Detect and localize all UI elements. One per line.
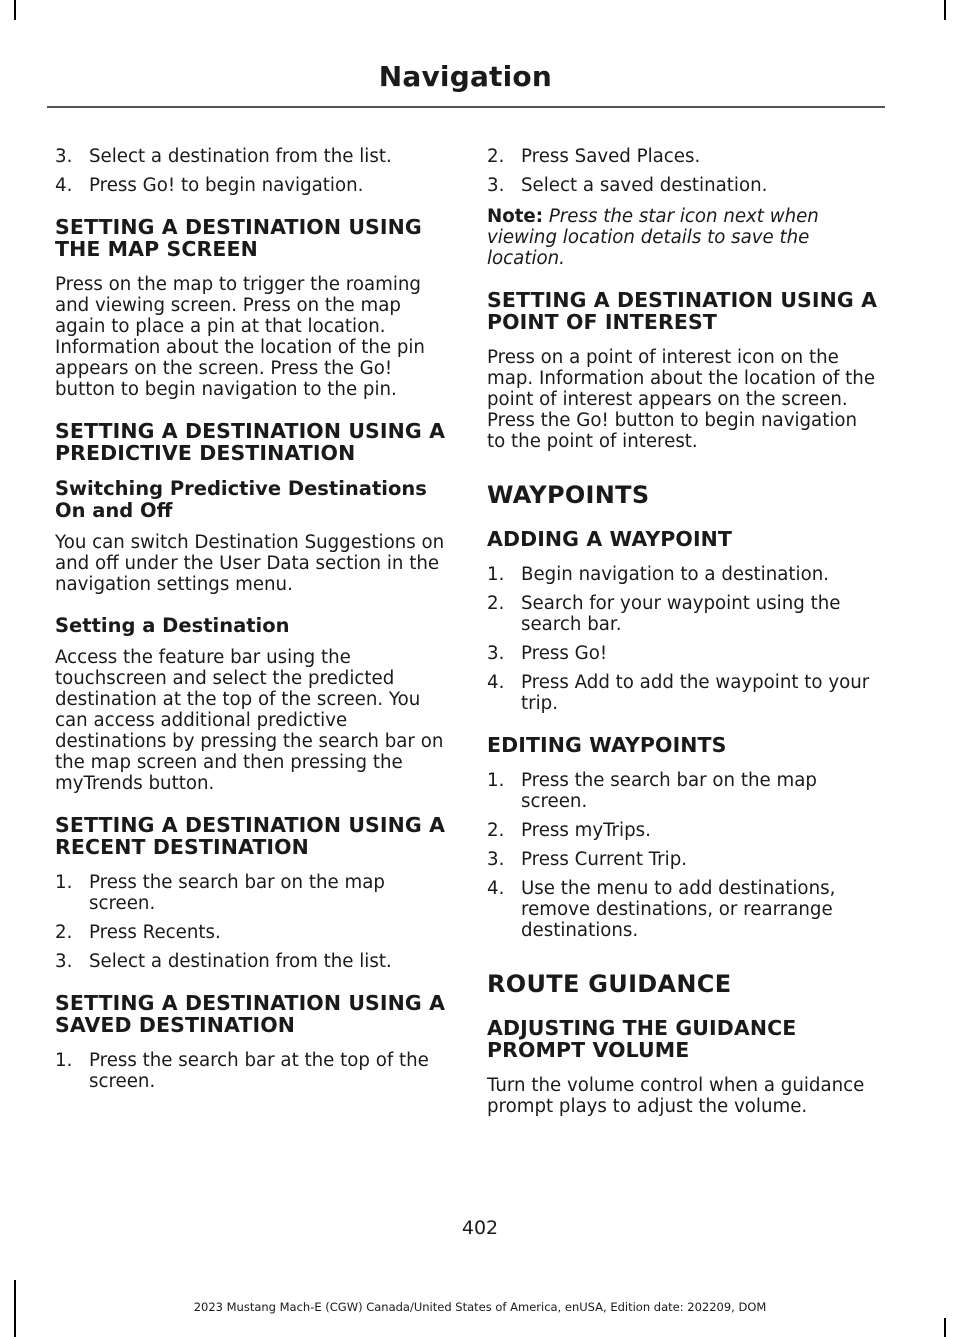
list-item: 2. Press Recents. — [55, 922, 221, 943]
setting-destination-text: Access the feature bar using the touchscreen and select the predicted destination at the top of the screen. You can access additional predictive destinations by pressing the search bar on the map screen and then pressing the myTrends button. — [55, 647, 444, 794]
note-label: Note: — [487, 206, 544, 227]
saved-steps-continued-list — [487, 146, 879, 196]
switching-text: You can switch Destination Suggestions on and off under the User Data section in the navigation settings menu. — [55, 532, 445, 595]
crop-mark — [944, 0, 946, 20]
footer-edition-info: 2023 Mustang Mach-E (CGW) Canada/United States of America, enUSA, Edition date: 202209, DOM — [193, 1300, 767, 1314]
left-column — [55, 146, 447, 1112]
note — [487, 206, 879, 269]
list-item: 4. Press Add to add the waypoint to your trip. — [487, 672, 870, 714]
list-item: 2. Search for your waypoint using the search bar. — [487, 593, 841, 635]
saved-steps-list — [55, 1050, 447, 1092]
section-heading-recent: SETTING A DESTINATION USING A RECENT DESTINATION — [55, 813, 446, 859]
list-item: 1. Begin navigation to a destination. — [487, 564, 830, 585]
crop-mark — [14, 0, 16, 20]
list-item: 3. Select a destination from the list. — [55, 146, 392, 167]
crop-mark — [944, 1318, 946, 1337]
section-heading-poi: SETTING A DESTINATION USING A POINT OF INTEREST — [487, 288, 878, 334]
map-screen-text: Press on the map to trigger the roaming and viewing screen. Press on the map again to place a pin at that location. Information about the location of the pin appears on the screen. Press the Go! button to begin navigation to the pin. — [55, 274, 425, 400]
right-column — [487, 146, 879, 1137]
list-item: 1. Press the search bar on the map screen. — [55, 872, 385, 914]
page-number: 402 — [461, 1217, 499, 1239]
intro-steps-list — [55, 146, 447, 196]
recent-steps-list — [55, 872, 447, 972]
list-item: 4. Press Go! to begin navigation. — [55, 175, 364, 196]
subheading-switching: Switching Predictive Destinations On and Off — [55, 477, 427, 522]
section-heading-adding-waypoint: ADDING A WAYPOINT — [487, 527, 733, 551]
list-item: 1. Press the search bar on the map screen. — [487, 770, 817, 812]
chapter-heading-route-guidance: ROUTE GUIDANCE — [487, 970, 732, 998]
section-heading-predictive: SETTING A DESTINATION USING A PREDICTIVE DESTINATION — [55, 419, 446, 465]
list-item: 2. Press Saved Places. — [487, 146, 701, 167]
section-heading-guidance-volume: ADJUSTING THE GUIDANCE PROMPT VOLUME — [487, 1016, 797, 1062]
chapter-heading-waypoints: WAYPOINTS — [487, 481, 650, 509]
note-text: Press the star icon next when viewing location details to save the location. — [487, 206, 819, 269]
subheading-setting-destination: Setting a Destination — [55, 614, 290, 637]
list-item: 3. Press Current Trip. — [487, 849, 688, 870]
list-item: 3. Select a destination from the list. — [55, 951, 392, 972]
section-heading-editing-waypoints: EDITING WAYPOINTS — [487, 733, 727, 757]
list-item: 1. Press the search bar at the top of the screen. — [55, 1050, 429, 1092]
poi-text: Press on a point of interest icon on the map. Information about the location of the point of interest appears on the screen. Press the Go! button to begin navigation to the point of interest. — [487, 347, 876, 452]
list-item: 2. Press myTrips. — [487, 820, 651, 841]
list-item: 4. Use the menu to add destinations, remove destinations, or rearrange destinations. — [487, 878, 836, 941]
page-title: Navigation — [378, 60, 552, 93]
list-item: 3. Press Go! — [487, 643, 608, 664]
guidance-volume-text: Turn the volume control when a guidance prompt plays to adjust the volume. — [487, 1075, 865, 1117]
editing-waypoints-list — [487, 770, 879, 941]
header-divider — [47, 106, 885, 108]
section-heading-saved: SETTING A DESTINATION USING A SAVED DESTINATION — [55, 991, 446, 1037]
list-item: 3. Select a saved destination. — [487, 175, 768, 196]
section-heading-map-screen: SETTING A DESTINATION USING THE MAP SCREEN — [55, 215, 422, 261]
adding-waypoint-list — [487, 564, 879, 714]
